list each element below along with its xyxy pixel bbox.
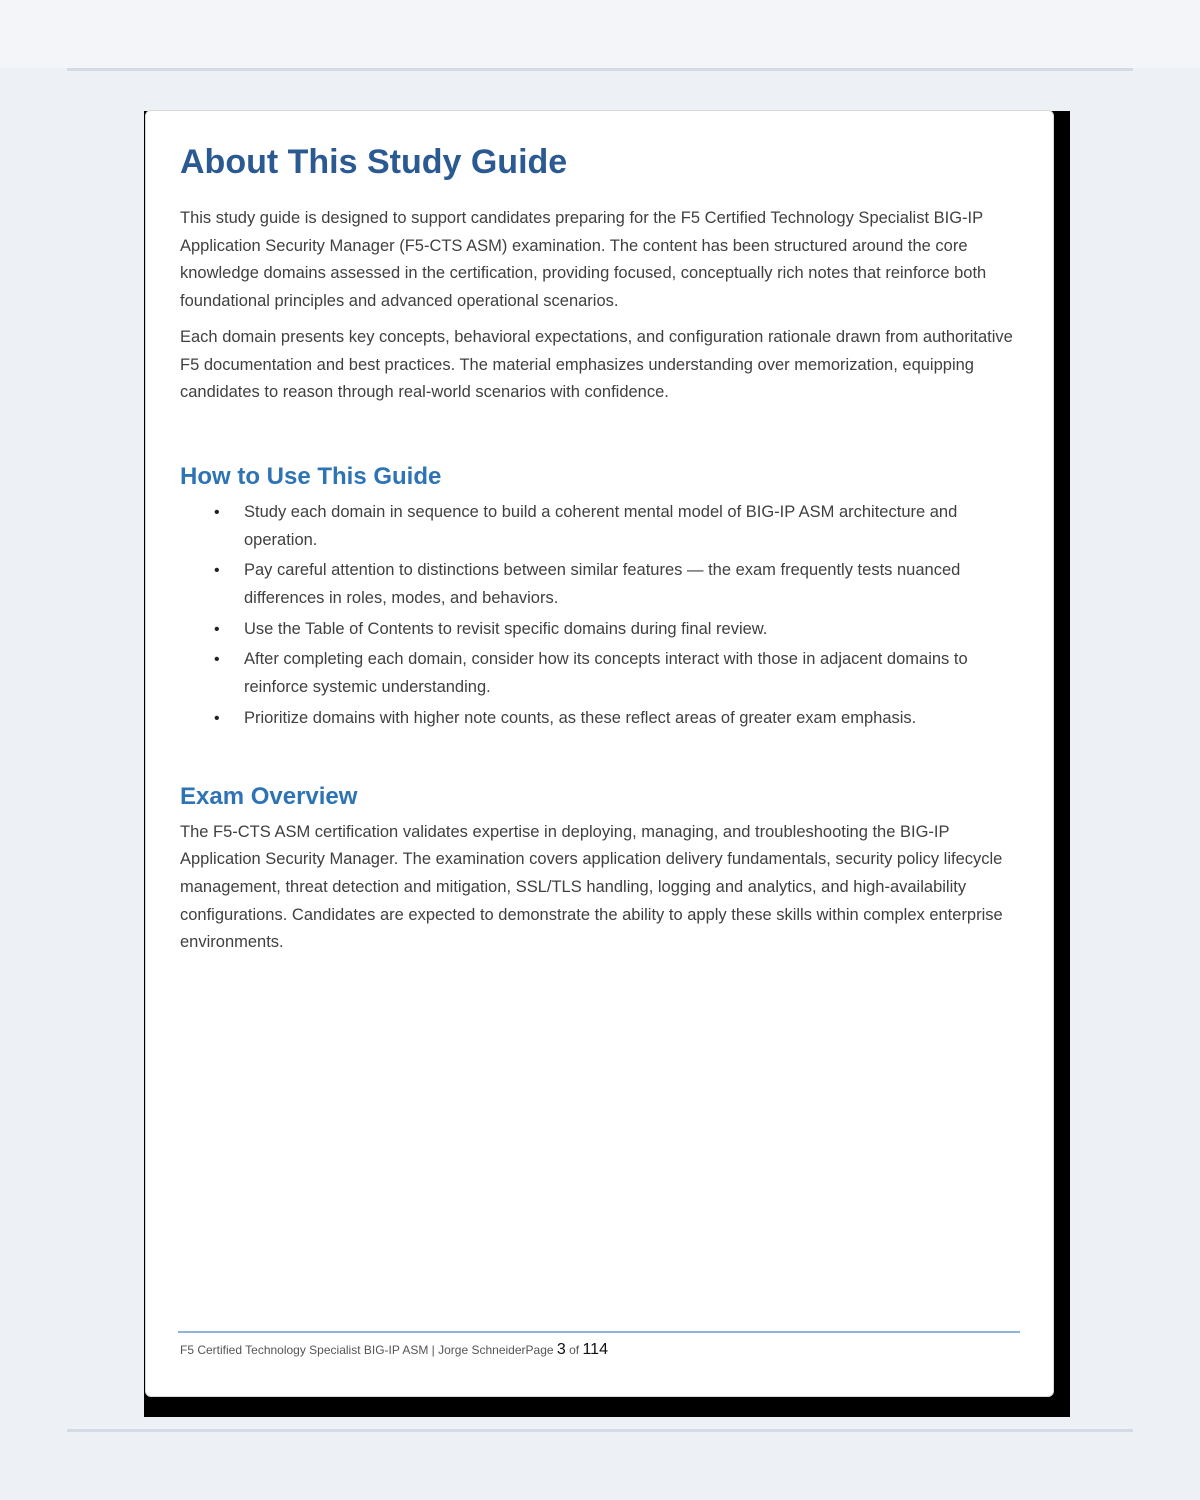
intro-paragraph: Each domain presents key concepts, behavioral expectations, and configuration rationale drawn from authoritative F5 documentation and best practices. The material emphasizes understanding over memorization, equipping candidates to reason through real-world scenarios with confidence. (180, 327, 1013, 402)
list-item (180, 705, 1022, 733)
list-item-text: Pay careful attention to distinctions between similar features — the exam frequently tests nuanced differences in roles, modes, and behaviors. (244, 561, 961, 608)
total-pages: 114 (582, 1341, 608, 1358)
bullet-icon: • (214, 562, 220, 580)
footer-divider (178, 1331, 1020, 1333)
list-item (180, 557, 1022, 612)
list-item-text: Prioritize domains with higher note counts, as these reflect areas of greater exam emphasis. (244, 708, 917, 727)
list-item-text: Study each domain in sequence to build a coherent mental model of BIG-IP ASM architecture and operation. (244, 502, 958, 549)
bullet-icon: • (214, 620, 220, 638)
page-footer (180, 1341, 608, 1359)
exam-overview-paragraph: The F5-CTS ASM certification validates expertise in deploying, managing, and troubleshooting the BIG-IP Application Security Manager. The examination covers application delivery fundamentals, security policy lifecycle management, threat detection and mitigation, SSL/TLS handling, logging and analytics, and high-availability configurations. Candidates are expected to demonstrate the ability to apply these skills within complex enterprise environments. (180, 822, 1003, 952)
document-page (145, 110, 1054, 1397)
exam-overview-heading: Exam Overview (180, 782, 358, 810)
page-title: About This Study Guide (180, 143, 568, 181)
how-to-use-heading: How to Use This Guide (180, 462, 442, 490)
top-divider (67, 68, 1133, 71)
list-item (180, 616, 1022, 644)
footer-of-label: of (565, 1343, 583, 1357)
intro-paragraph: This study guide is designed to support candidates preparing for the F5 Certified Technology Specialist BIG-IP Application Security Manager (F5-CTS ASM) examination. The content has been structured around the core knowledge domains assessed in the certification, providing focused, conceptually rich notes that reinforce both foundational principles and advanced operational scenarios. (180, 209, 987, 311)
footer-text: F5 Certified Technology Specialist BIG-IP ASM | Jorge SchneiderPage (180, 1343, 557, 1357)
viewer-top-bar (0, 0, 1200, 68)
page-content (180, 139, 1022, 957)
bullet-icon: • (214, 709, 220, 727)
bullet-icon: • (214, 503, 220, 521)
bottom-divider (67, 1429, 1133, 1432)
list-item (180, 646, 1022, 701)
list-item-text: Use the Table of Contents to revisit specific domains during final review. (244, 619, 768, 638)
bullet-icon: • (214, 651, 220, 669)
list-item (180, 499, 1022, 554)
page-number: 3 (556, 1341, 566, 1358)
list-item-text: After completing each domain, consider how its concepts interact with those in adjacent domains to reinforce systemic understanding. (244, 650, 968, 697)
how-to-use-list (180, 499, 1022, 733)
